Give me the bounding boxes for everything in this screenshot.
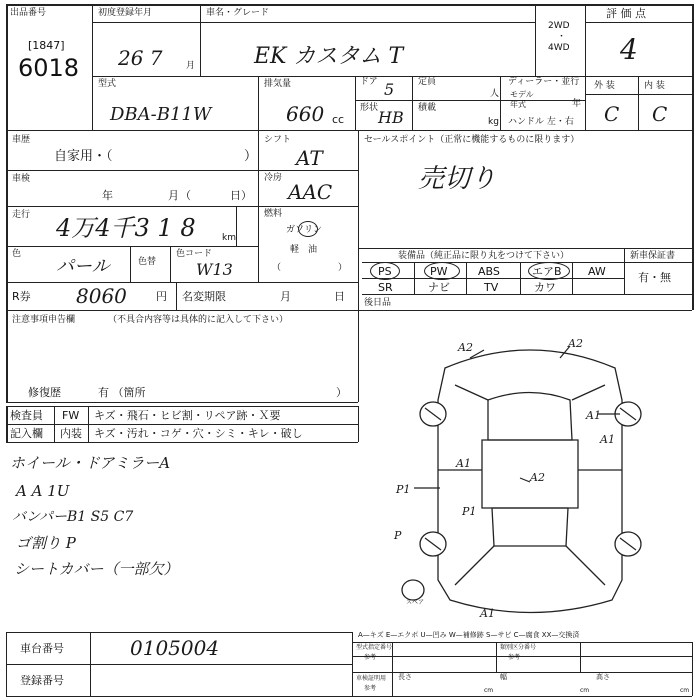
history-label: 車歴 [12, 135, 31, 145]
model-year-unit: 年 [572, 99, 582, 109]
certificate-ref: 参考 [364, 685, 377, 692]
capacity-label: 定員 [418, 77, 437, 87]
length-label: 長さ [398, 673, 412, 681]
recycle-unit: 円 [156, 290, 167, 303]
displacement-label: 排気量 [264, 79, 292, 89]
sales-point-label: セールスポイント（正常に機能するものに限ります） [364, 135, 580, 145]
equipment-sr: SR [378, 281, 393, 294]
type-label: 型式 [98, 79, 117, 89]
fuel-paren-open: （ [272, 263, 282, 273]
interior-check-label: 内装 [60, 427, 82, 440]
exterior-grade: C [604, 102, 620, 126]
height-unit: cm [680, 687, 690, 694]
first-registration-value: 26 7 [118, 46, 163, 70]
lot-code: [1847] [28, 39, 65, 52]
interior-grade: C [652, 102, 668, 126]
model-year-label-a: モデル [510, 90, 534, 99]
first-registration-month-unit: 月 [186, 61, 196, 71]
type-value: DBA-B11W [110, 104, 212, 125]
category-number-ref: 参考 [508, 654, 521, 661]
drive-dot: ・ [557, 32, 567, 42]
fw-items: キズ・飛石・ヒビ割・リペア跡・Ｘ要 [94, 409, 281, 422]
diagram-mark-3: A1 [586, 409, 601, 422]
equipment-tv: TV [484, 281, 499, 294]
chassis-number-value: 0105004 [130, 636, 220, 660]
model-grade-label: 車名・グレード [206, 8, 270, 18]
damage-legend: A—キズ E—エクボ U—凹み W—補修跡 S—サビ C—腐食 XX—交換済 [358, 631, 580, 639]
history-close: ） [244, 149, 258, 164]
door-value: 5 [384, 80, 395, 99]
notes-label: 注意事項申告欄 [12, 315, 76, 325]
load-unit: kg [488, 117, 499, 127]
new-car-warranty-options: 有・無 [638, 271, 671, 284]
shift-label: シフト [264, 135, 292, 145]
color-label: 色 [12, 249, 22, 259]
type-designation-label: 型式指定番号 [356, 644, 393, 651]
mileage-unit: km [222, 233, 236, 243]
mileage-value: 4万4千3 1 8 [56, 214, 196, 242]
length-unit: cm [484, 687, 494, 694]
shift-value: AT [296, 146, 323, 170]
inspection-month-unit: 月 [168, 189, 179, 202]
equipment-airbag: エアB [532, 265, 562, 278]
equipment-aw: AW [588, 265, 606, 278]
spare-tire-label: スペア [406, 599, 425, 606]
color-code-value: W13 [196, 260, 233, 279]
two-wd-label: 2WD [548, 21, 570, 31]
chassis-number-label: 車台番号 [20, 642, 64, 655]
name-change-month: 月 [280, 290, 291, 303]
equipment-pw: PW [430, 265, 448, 278]
color-change-label: 色替 [138, 257, 157, 267]
notes-instruction: （不具合内容等は具体的に記入して下さい） [108, 315, 289, 325]
width-label: 幅 [500, 673, 507, 681]
repair-history-value: 有 （箇所 [98, 386, 146, 399]
score-label: 評 価 点 [606, 7, 646, 20]
door-label: ドア [360, 77, 378, 87]
name-change-label: 名変期限 [182, 290, 226, 303]
fuel-label: 燃料 [264, 209, 283, 219]
height-label: 高さ [596, 673, 610, 681]
equipment-label: 装備品（純正品に限り丸をつけて下さい） [398, 251, 570, 261]
diagram-mark-2: A2 [568, 337, 583, 350]
equipment-abs: ABS [478, 265, 500, 278]
first-registration-label: 初度登録年月 [98, 8, 153, 18]
displacement-value: 660 [286, 102, 325, 126]
diagram-mark-8: A1 [600, 433, 615, 446]
handwritten-note-5: シートカバー（一部欠） [14, 560, 179, 578]
inspection-day-unit: 日） [230, 189, 252, 202]
handwritten-note-3: バンパーB1 S5 C7 [12, 509, 134, 525]
shape-label: 形状 [360, 103, 379, 113]
interior-check-items: キズ・汚れ・コゲ・穴・シミ・キレ・破し [94, 427, 303, 440]
exterior-label: 外 装 [594, 81, 615, 91]
equipment-leather: カワ [534, 281, 556, 294]
lot-number-label: 出品番号 [10, 8, 47, 18]
color-value: パール [56, 256, 110, 277]
inspector-label: 検査員 [10, 409, 43, 422]
recycle-value: 8060 [76, 284, 127, 308]
dealer-label: ディーラー・並行 [508, 77, 580, 87]
mileage-label: 走行 [12, 210, 31, 220]
entry-label: 記入欄 [10, 427, 43, 440]
diagram-mark-9: A1 [480, 607, 495, 620]
registration-number-label: 登録番号 [20, 674, 64, 687]
equipment-navi: ナビ [428, 281, 450, 294]
steering-label: ハンドル 左・右 [508, 117, 574, 127]
interior-label: 内 装 [644, 81, 665, 91]
inspection-label: 車検 [12, 174, 31, 184]
cooling-value: AAC [288, 180, 333, 204]
diagram-mark-10: P [394, 529, 402, 542]
history-value: 自家用・（ [54, 149, 113, 164]
handwritten-note-2: A A 1U [16, 482, 70, 500]
lot-number: 6018 [18, 54, 80, 82]
type-designation-ref: 参考 [364, 654, 377, 661]
load-label: 積載 [418, 103, 437, 113]
diagram-mark-5: A2 [530, 471, 545, 484]
diagram-mark-1: A2 [458, 341, 473, 354]
inspection-paren-open: （ [180, 189, 191, 202]
model-grade-value: EK カスタム T [254, 44, 404, 69]
color-code-label: 色コード [176, 249, 213, 259]
cooling-label: 冷房 [264, 173, 283, 183]
displacement-unit: cc [332, 113, 345, 126]
model-year-label-b: 年式 [510, 100, 526, 109]
repair-history-label: 修復歴 [28, 386, 61, 399]
fuel-gasoline: ガソリン [286, 225, 323, 235]
equipment-ps: PS [378, 265, 392, 278]
handwritten-note-1: ホイール・ドアミラーA [10, 454, 171, 472]
category-number-label: 類別区分番号 [500, 644, 537, 651]
rear-items-label: 後日品 [364, 298, 392, 308]
fuel-light-oil: 軽 油 [290, 245, 318, 255]
fw-label: FW [62, 409, 80, 422]
shape-value: HB [378, 108, 404, 127]
diagram-mark-4: A1 [456, 457, 471, 470]
name-change-day: 日 [334, 290, 345, 303]
score-value: 4 [620, 33, 638, 66]
repair-history-close: ） [336, 386, 347, 399]
new-car-warranty-label: 新車保証書 [630, 251, 676, 261]
fuel-paren-close: ） [338, 263, 348, 273]
capacity-unit: 人 [490, 89, 500, 99]
certificate-label: 車検証明用 [356, 675, 387, 682]
recycle-label: R券 [12, 290, 31, 303]
diagram-mark-7: P1 [462, 505, 477, 518]
handwritten-note-4: ゴ割り P [16, 534, 76, 552]
sales-point-value: 売切り [418, 164, 497, 194]
four-wd-label: 4WD [548, 43, 570, 53]
inspection-year-unit: 年 [102, 189, 113, 202]
width-unit: cm [580, 687, 590, 694]
diagram-mark-6: P1 [396, 483, 411, 496]
